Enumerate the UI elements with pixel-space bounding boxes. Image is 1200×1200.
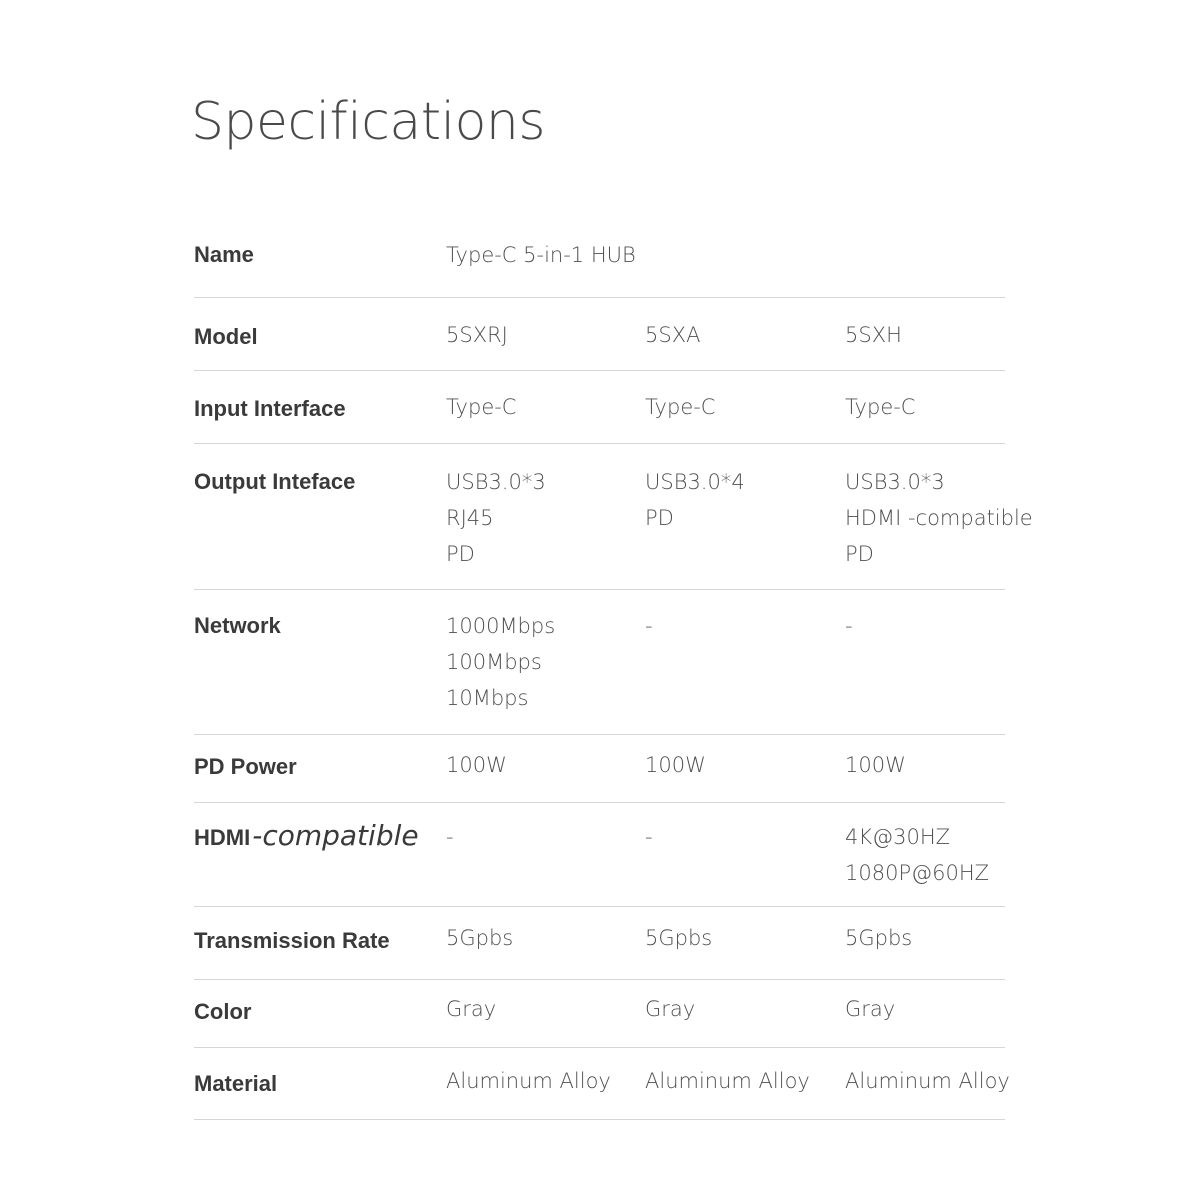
spec-value — [446, 920, 513, 956]
spec-value-line: 100Mbps — [446, 650, 542, 674]
spec-value — [645, 317, 700, 353]
spec-value-line: 100W — [645, 753, 706, 777]
spec-value — [845, 991, 895, 1027]
spec-value — [446, 1063, 611, 1099]
spec-value — [446, 747, 507, 783]
spec-value — [645, 608, 653, 644]
spec-row-material — [194, 1048, 1010, 1120]
spec-value-line: 5SXA — [645, 323, 701, 347]
spec-value — [645, 819, 653, 855]
spec-value — [845, 317, 902, 353]
spec-value-line: Type-C — [845, 395, 916, 419]
spec-label: Output Inteface — [194, 469, 356, 494]
spec-row-pd-power — [194, 735, 1005, 803]
spec-value — [845, 389, 915, 425]
spec-value-line: 5Gpbs — [845, 926, 913, 950]
spec-label — [194, 818, 419, 856]
spec-value — [446, 608, 555, 716]
spec-value — [645, 1063, 810, 1099]
spec-value — [645, 464, 745, 536]
spec-row-name — [194, 226, 1005, 298]
spec-value-line: USB3.0*3 — [845, 470, 945, 494]
spec-value-line: PD — [645, 506, 674, 530]
spec-value-line: 5SXRJ — [446, 323, 508, 347]
spec-value-line: Type-C — [645, 395, 716, 419]
spec-value-line: RJ45 — [446, 506, 494, 530]
spec-value-line: - — [645, 614, 653, 638]
spec-value-line: Type-C — [446, 395, 517, 419]
spec-row-input-interface — [194, 371, 1005, 444]
spec-value-line: - — [645, 825, 653, 849]
spec-value — [446, 464, 546, 572]
spec-value-line: HDMI -compatible — [845, 506, 1033, 530]
spec-value — [446, 389, 516, 425]
spec-value-line: Gray — [845, 997, 896, 1021]
spec-value — [845, 608, 853, 644]
spec-value-line: 10Mbps — [446, 686, 529, 710]
spec-row-color — [194, 980, 1005, 1048]
spec-value-line: PD — [845, 542, 874, 566]
spec-label: Name — [194, 242, 254, 267]
spec-value-line: Aluminum Alloy — [645, 1069, 810, 1093]
spec-value-line: Gray — [446, 997, 497, 1021]
spec-value — [845, 747, 906, 783]
spec-value-line: - — [845, 614, 853, 638]
spec-label: Model — [194, 324, 258, 349]
spec-label-main: HDMI — [194, 825, 251, 850]
spec-label: Transmission Rate — [194, 928, 390, 953]
spec-value-line: 1000Mbps — [446, 614, 556, 638]
spec-value-line: Type-C 5-in-1 HUB — [446, 243, 636, 267]
spec-value-line: 5SXH — [845, 323, 902, 347]
spec-label-suffix: -compatible — [252, 819, 419, 852]
spec-label: Input Interface — [194, 396, 346, 421]
spec-value — [845, 1063, 1010, 1099]
spec-label: PD Power — [194, 754, 297, 779]
spec-label: Network — [194, 613, 281, 638]
page-title: Specifications — [191, 92, 545, 152]
spec-value — [845, 464, 1033, 572]
spec-label: Color — [194, 999, 252, 1024]
spec-value — [446, 991, 496, 1027]
spec-value-line: USB3.0*4 — [645, 470, 745, 494]
spec-value-line: Aluminum Alloy — [446, 1069, 611, 1093]
spec-value-line: 1080P@60HZ — [845, 861, 990, 885]
spec-value — [446, 237, 636, 273]
spec-value-line: 5Gpbs — [446, 926, 514, 950]
spec-label: Material — [194, 1071, 278, 1096]
spec-value — [446, 819, 454, 855]
spec-value-line: 100W — [446, 753, 507, 777]
spec-value — [845, 819, 989, 891]
spec-value-line: - — [446, 825, 454, 849]
spec-row-transmission-rate — [194, 907, 1005, 980]
spec-value — [645, 920, 712, 956]
spec-value-line: USB3.0*3 — [446, 470, 546, 494]
spec-value-line: Gray — [645, 997, 696, 1021]
spec-value-line: 5Gpbs — [645, 926, 713, 950]
spec-row-hdmi — [194, 803, 1005, 907]
spec-value — [645, 389, 715, 425]
spec-value — [645, 747, 706, 783]
spec-value — [446, 317, 508, 353]
spec-value — [845, 920, 912, 956]
spec-value-line: Aluminum Alloy — [845, 1069, 1010, 1093]
spec-value — [645, 991, 695, 1027]
spec-row-output-interface — [194, 444, 1033, 590]
spec-value-line: 100W — [845, 753, 906, 777]
spec-table — [194, 0, 1033, 1200]
spec-value-line: PD — [446, 542, 475, 566]
spec-row-network — [194, 590, 1005, 735]
spec-value-line: 4K@30HZ — [845, 825, 951, 849]
spec-row-model — [194, 298, 1005, 371]
